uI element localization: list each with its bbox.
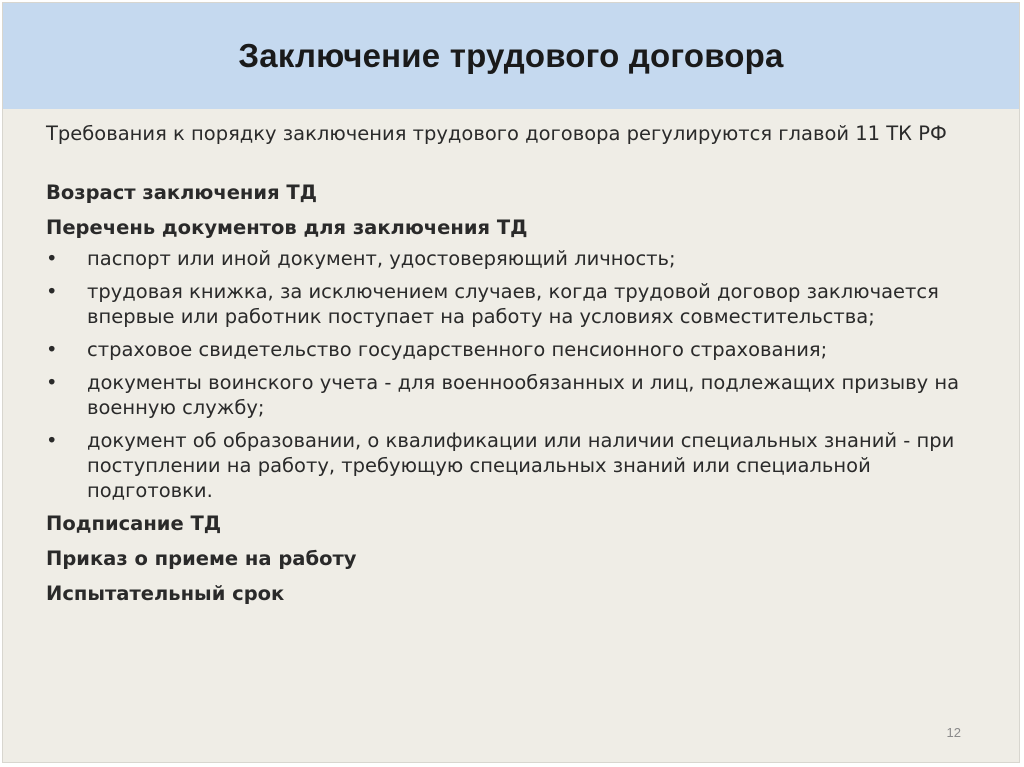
heading-documents: Перечень документов для заключения ТД — [46, 216, 528, 239]
list-item-text: документы воинского учета - для военнообязанных и лиц, подлежащих призыву на военную службу; — [87, 371, 960, 419]
bullet-icon: • — [46, 280, 58, 303]
documents-list — [46, 246, 986, 503]
list-item — [46, 279, 986, 329]
list-item — [46, 337, 986, 362]
list-item-text: трудовая книжка, за исключением случаев, когда трудовой договор заключается впервые или работник поступает на работу на условиях совместительства; — [87, 280, 939, 328]
slide-title: Заключение трудового договора — [238, 37, 784, 74]
list-item-text: страховое свидетельство государственного пенсионного страхования; — [87, 338, 828, 361]
intro-text: Требования к порядку заключения трудового договора регулируются главой 11 ТК РФ — [46, 122, 947, 145]
heading-probation: Испытательный срок — [46, 582, 285, 605]
slide — [2, 2, 1020, 763]
list-item — [46, 246, 986, 271]
list-item-text: документ об образовании, о квалификации или наличии специальных знаний - при поступлении на работу, требующую специальных знаний или специальной подготовки. — [87, 429, 955, 502]
list-item — [46, 428, 986, 503]
heading-signing: Подписание ТД — [46, 512, 222, 535]
heading-order: Приказ о приеме на работу — [46, 547, 357, 570]
slide-content — [46, 121, 986, 616]
heading-age: Возраст заключения ТД — [46, 181, 318, 204]
list-item — [46, 370, 986, 420]
bullet-icon: • — [46, 338, 58, 361]
title-band — [3, 3, 1019, 109]
bullet-icon: • — [46, 247, 58, 270]
list-item-text: паспорт или иной документ, удостоверяющий личность; — [87, 247, 676, 270]
page-number: 12 — [946, 725, 961, 740]
bullet-icon: • — [46, 429, 58, 452]
bullet-icon: • — [46, 371, 58, 394]
